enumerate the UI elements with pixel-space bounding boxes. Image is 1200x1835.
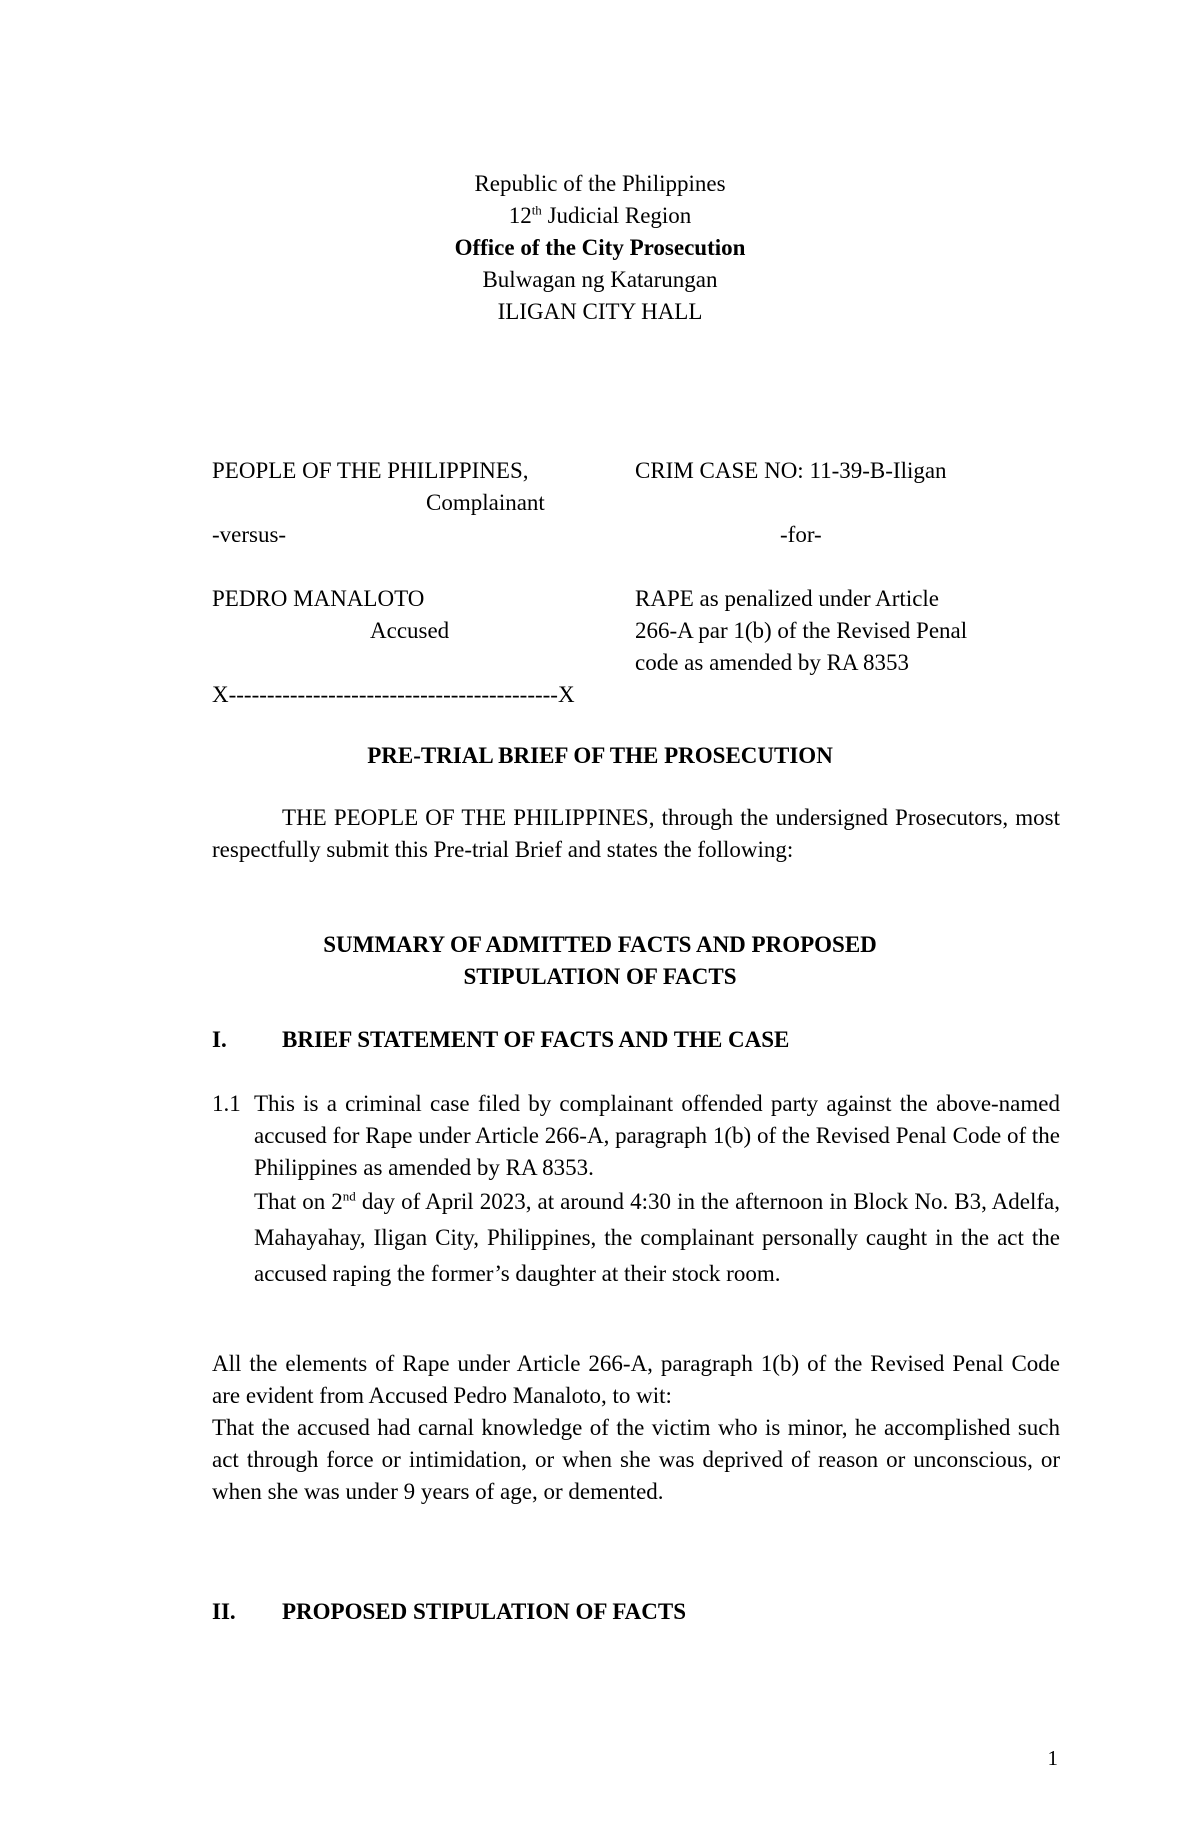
caption-spacer-2 — [212, 647, 632, 679]
header-office: Office of the City Prosecution — [454, 235, 746, 260]
section-2-title: PROPOSED STIPULATION OF FACTS — [282, 1599, 687, 1624]
case-number: CRIM CASE NO: 11-39-B-Iligan — [635, 458, 947, 483]
item-1-1-text: This is a criminal case filed by complainant offended party against the above-named accused for Rape under Article 266-A, paragraph 1(b) of the Revised Penal Code of the Philippines as amended by RA 8353. — [254, 1091, 1060, 1180]
caption-case-info — [635, 455, 1055, 679]
item-1-1 — [212, 1088, 1060, 1292]
document-title: PRE-TRIAL BRIEF OF THE PROSECUTION — [367, 743, 833, 768]
region-number: 12 — [508, 203, 532, 228]
caption-spacer-3 — [635, 487, 1055, 519]
intro-paragraph: THE PEOPLE OF THE PHILIPPINES, through the undersigned Prosecutors, most respectfully submit this Pre-trial Brief and states the following: — [212, 805, 1060, 862]
page-number: 1 — [1047, 1746, 1058, 1770]
section-1-number: I. — [212, 1027, 227, 1052]
section-1-title: BRIEF STATEMENT OF FACTS AND THE CASE — [282, 1027, 790, 1052]
elements-detail: That the accused had carnal knowledge of the victim who is minor, he accomplished such act through force or intimidation, or when she was deprived of reason or unconscious, or when she was under 9 years of age, or demented. — [212, 1415, 1060, 1504]
charge-line-3: code as amended by RA 8353 — [635, 650, 910, 675]
caption-separator: X-------------------------------------------X — [212, 682, 575, 707]
header-city-hall: ILIGAN CITY HALL — [497, 299, 703, 324]
caption-spacer-4 — [635, 551, 1055, 583]
caption-parties — [212, 455, 632, 711]
elements-paragraph: All the elements of Rape under Article 266-A, paragraph 1(b) of the Revised Penal Code are evident from Accused Pedro Manaloto, to wit: — [212, 1351, 1060, 1408]
summary-title-line-2: STIPULATION OF FACTS — [463, 964, 737, 989]
section-2-heading — [212, 1596, 1072, 1628]
charge-line-1: RAPE as penalized under Article — [635, 586, 940, 611]
region-ordinal-suffix: th — [531, 202, 542, 218]
header-building: Bulwagan ng Katarungan — [482, 267, 718, 292]
accused-role: Accused — [370, 618, 450, 643]
accused-name: PEDRO MANALOTO — [212, 586, 425, 611]
item-1-1-text-2 — [254, 1184, 1060, 1292]
section-1-heading — [212, 1024, 1072, 1056]
case-caption — [212, 455, 1032, 715]
section-2-number: II. — [212, 1599, 236, 1624]
caption-spacer — [212, 551, 632, 583]
for-label: -for- — [780, 522, 822, 547]
item-1-1-text-2-rest: day of April 2023, at around 4:30 in the afternoon in Block No. B3, Adelfa, Mahayahay, Iligan City, Philippines, the complainant personally caught in the act the accused raping the former’s daughter at their stock room. — [254, 1189, 1060, 1286]
region-label: Judicial Region — [541, 203, 692, 228]
day-ordinal-suffix: nd — [342, 1188, 356, 1204]
item-1-1-text-2-start: That on 2 — [254, 1189, 343, 1214]
document-header — [0, 168, 1200, 328]
versus-label: -versus- — [212, 522, 287, 547]
summary-title-line-1: SUMMARY OF ADMITTED FACTS AND PROPOSED — [323, 932, 877, 957]
header-judicial-region — [0, 200, 1200, 232]
summary-title — [0, 929, 1200, 993]
header-republic: Republic of the Philippines — [474, 171, 726, 196]
item-1-1-label: 1.1 — [212, 1091, 241, 1116]
charge-line-2: 266-A par 1(b) of the Revised Penal — [635, 618, 968, 643]
plaintiff-name: PEOPLE OF THE PHILIPPINES, — [212, 458, 529, 483]
plaintiff-role: Complainant — [426, 490, 545, 515]
